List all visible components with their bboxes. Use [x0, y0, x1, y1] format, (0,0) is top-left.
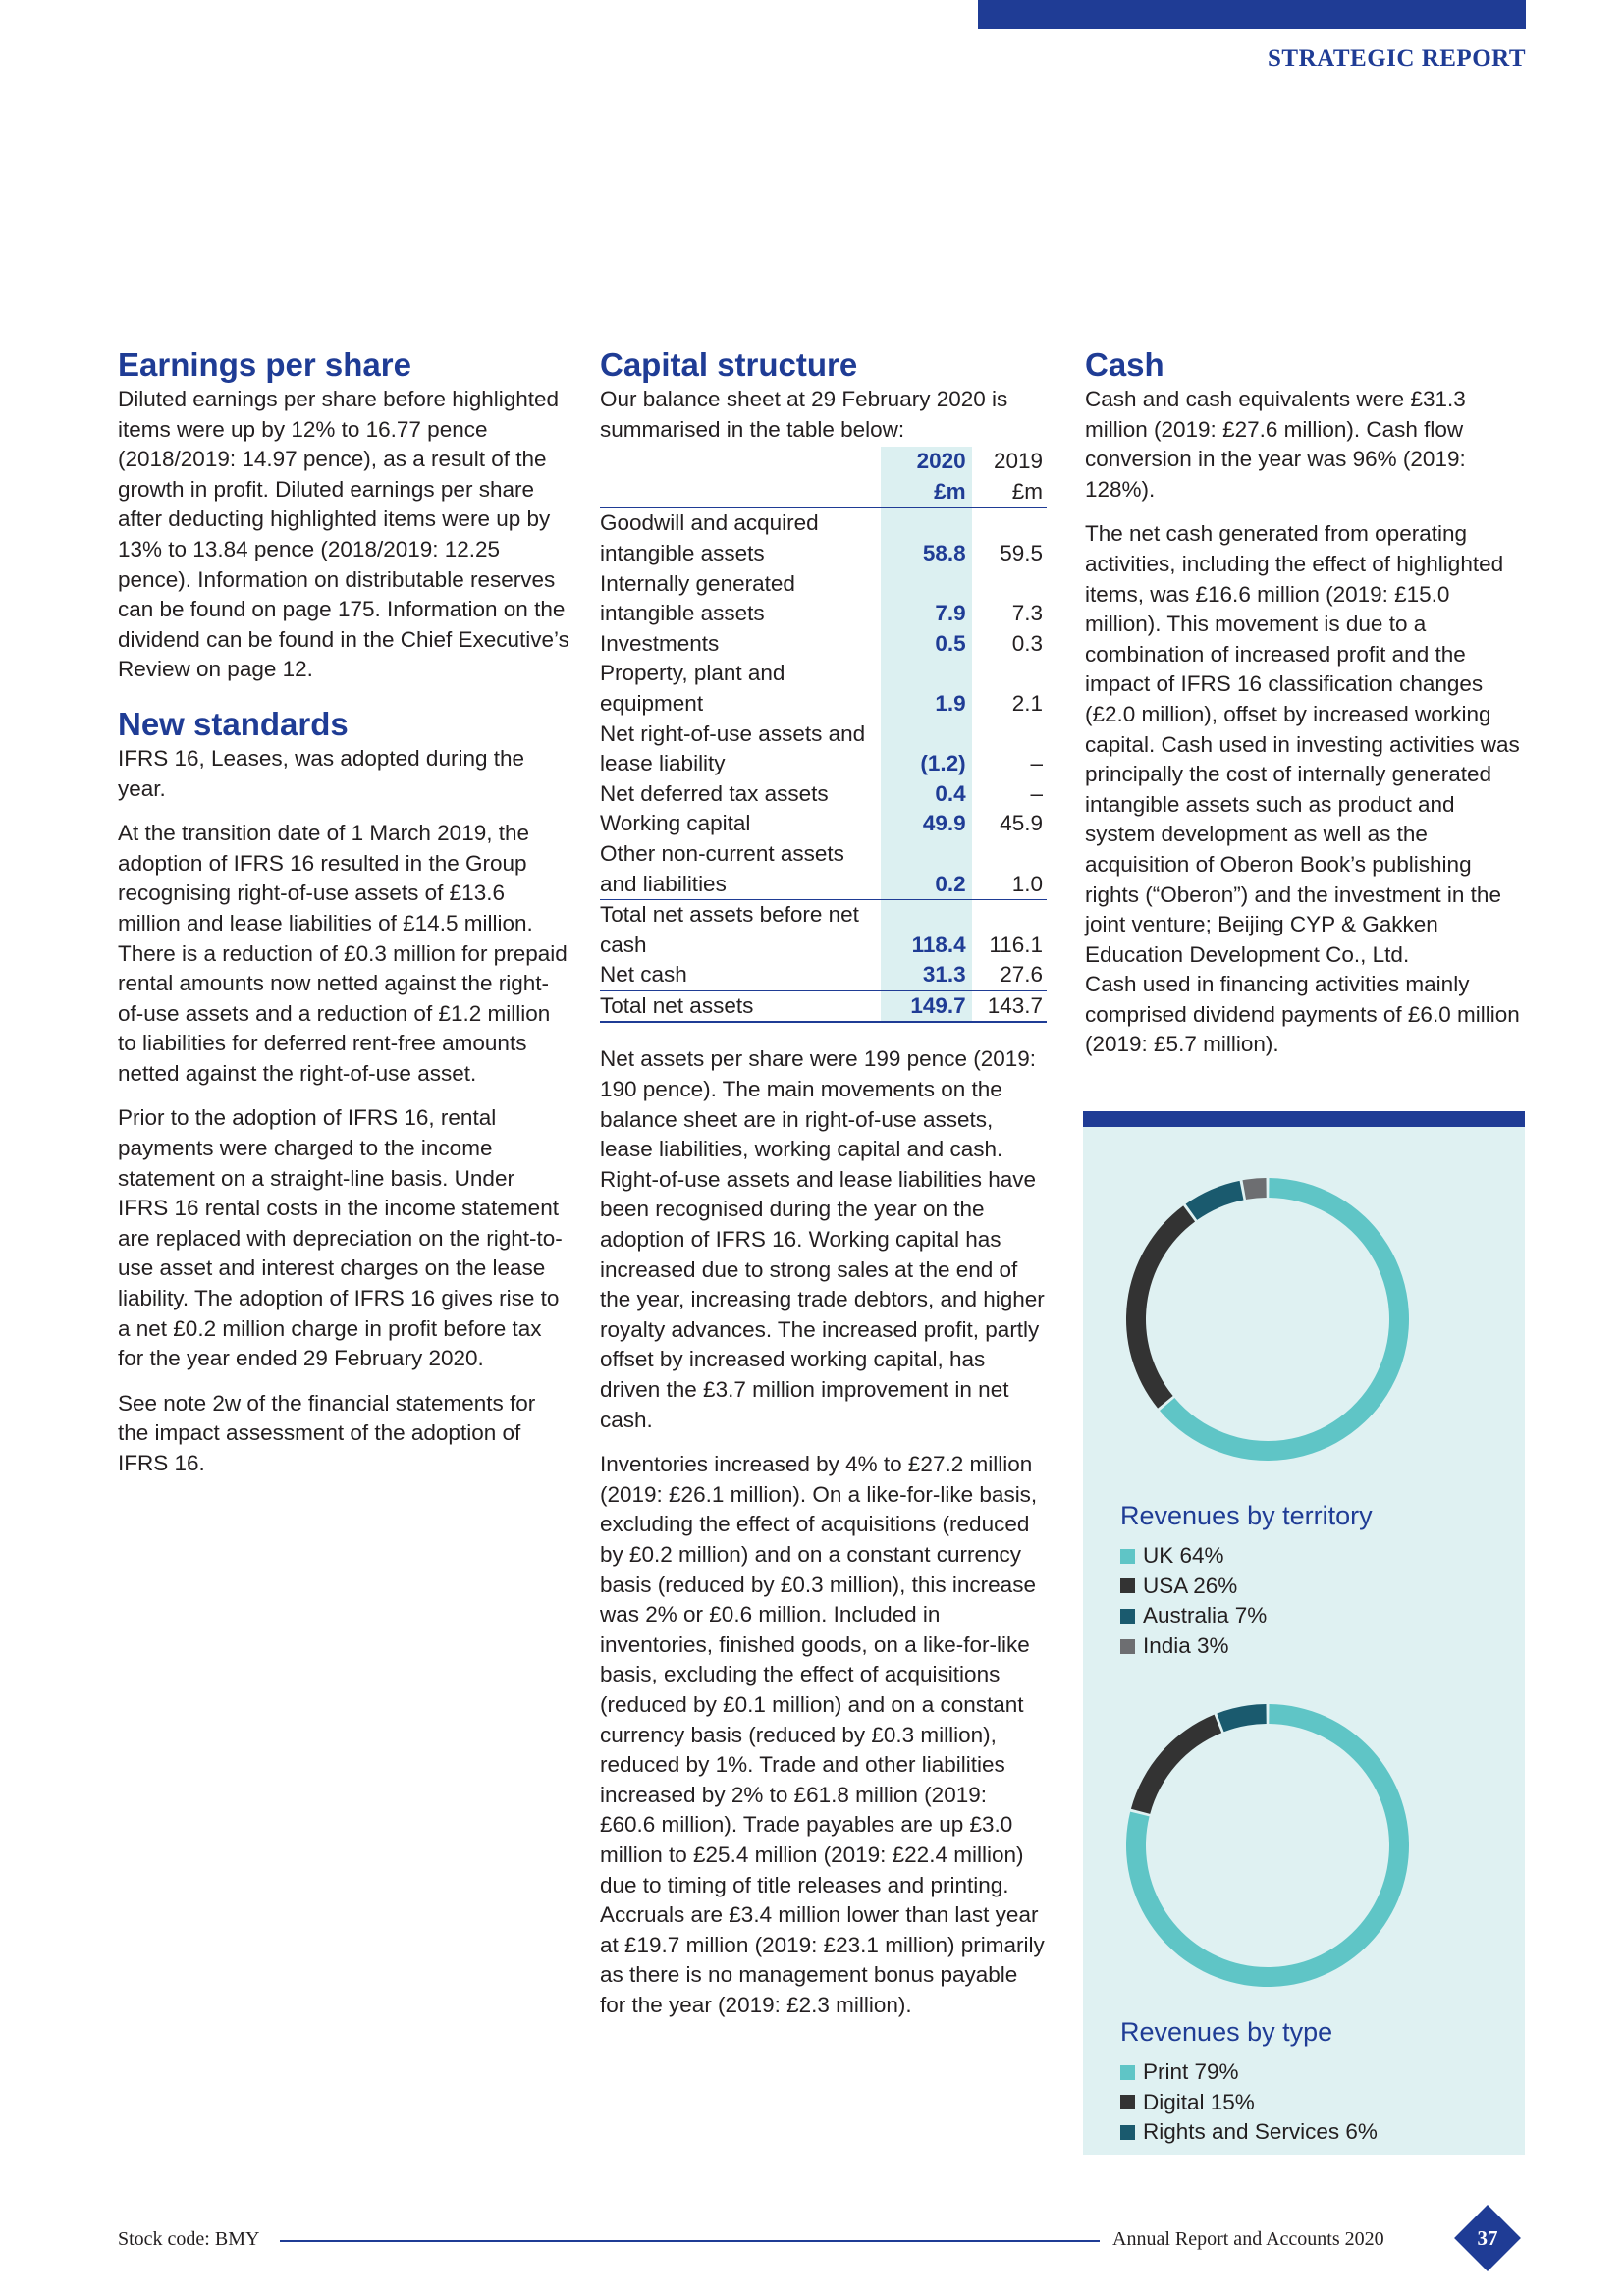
donut-slice-australia: [1186, 1181, 1244, 1220]
footer-divider: [280, 2240, 1100, 2242]
legend-label: India 3%: [1143, 1632, 1229, 1658]
table-row: Property, plant and equipment 1.9 2.1: [600, 659, 1047, 719]
legend-item: [1120, 1541, 1267, 1572]
footer-stock-code: Stock code: BMY: [118, 2228, 260, 2250]
legend-swatch: [1120, 1639, 1135, 1654]
table-row: Net right-of-use assets and lease liability (1.2) –: [600, 720, 1047, 779]
legend-swatch: [1120, 2125, 1135, 2140]
section-label: STRATEGIC REPORT: [1268, 45, 1526, 72]
donut-chart-type: [1120, 1698, 1415, 1993]
table-row: Other non-current assets and liabilities 0.2 1.0: [600, 839, 1047, 900]
legend-label: Digital 15%: [1143, 2089, 1255, 2114]
column-earnings: [118, 346, 569, 1494]
balance-sheet-table: [600, 447, 1047, 1023]
column-header-2020: 2020 £m: [881, 447, 971, 507]
heading-new-standards: New standards: [118, 705, 349, 742]
legend-label: Print 79%: [1143, 2059, 1239, 2084]
table-row-total: Total net assets 149.7 143.7: [600, 990, 1047, 1022]
table-row: Investments 0.5 0.3: [600, 629, 1047, 660]
legend-territory: [1120, 1541, 1267, 1661]
donut-chart-territory: [1120, 1172, 1415, 1467]
legend-label: Rights and Services 6%: [1143, 2119, 1378, 2145]
header-accent-bar: [978, 0, 1526, 29]
table-row: Net cash 31.3 27.6: [600, 960, 1047, 990]
legend-item: [1120, 2117, 1378, 2148]
legend-swatch: [1120, 2065, 1135, 2080]
legend-swatch: [1120, 1578, 1135, 1593]
paragraph: Cash and cash equivalents were £31.3 million (2019: £27.6 million). Cash flow conversion in the year was 96% (2019: 128%).: [1085, 387, 1466, 502]
legend-item: [1120, 2057, 1378, 2088]
paragraph: Prior to the adoption of IFRS 16, rental payments were charged to the income statement on a straight-line basis. Under IFRS 16 rental costs in the income statement are replaced with depreciation on the right-to-use asset and interest charges on the lease liability. The adoption of IFRS 16 gives rise to a net £0.2 million charge in profit before tax for the year ended 29 February 2020.: [118, 1105, 563, 1371]
paragraph: Diluted earnings per share before highlighted items were up by 12% to 16.77 pence (2018/2019: 14.97 pence), as a result of the growth in profit. Diluted earnings per share after deducting highlighted items were up by 13% to 13.84 pence (2018/2019: 12.25 pence). Information on distributable reserves can be found on page 175. Information on the dividend can be found in the Chief Executive’s Review on page 12.: [118, 387, 569, 682]
column-capital-structure: [600, 346, 1047, 2035]
chart-title-territory: Revenues by territory: [1120, 1501, 1373, 1530]
legend-label: UK 64%: [1143, 1543, 1224, 1568]
donut-slice-rights-and-services: [1217, 1704, 1266, 1732]
legend-type: [1120, 2057, 1378, 2148]
legend-item: [1120, 1601, 1267, 1631]
legend-item: [1120, 1572, 1267, 1602]
legend-swatch: [1120, 1549, 1135, 1564]
page-number: 37: [1477, 2225, 1498, 2250]
legend-label: USA 26%: [1143, 1573, 1238, 1598]
donut-slice-usa: [1126, 1205, 1195, 1408]
paragraph: The net cash generated from operating activities, including the effect of highlighted items, was £16.6 million (2019: £15.0 million). This movement is due to a combination of increased profit and the impact of IFRS 16 classification changes (£2.0 million), offset by increased working capital. Cash used in investing activities was principally the cost of internally generated intangible assets such as product and system development as well as the acquisition of Oberon Book’s publishing rights (“Oberon”) and the investment in the joint venture; Beijing CYP & Gakken Education Development Co., Ltd.: [1085, 521, 1520, 967]
paragraph: Our balance sheet at 29 February 2020 is summarised in the table below:: [600, 387, 1008, 442]
heading-capital-structure: Capital structure: [600, 347, 858, 383]
legend-item: [1120, 2088, 1378, 2118]
table-row: Working capital 49.9 45.9: [600, 809, 1047, 839]
column-header-2019: 2019 £m: [993, 449, 1043, 504]
revenue-charts-panel: [1083, 1111, 1525, 2155]
donut-slice-digital: [1131, 1715, 1221, 1814]
donut-slice-uk: [1160, 1178, 1409, 1461]
table-row: Goodwill and acquired intangible assets 58.8 59.5: [600, 507, 1047, 568]
legend-swatch: [1120, 2095, 1135, 2109]
paragraph: Cash used in financing activities mainly comprised dividend payments of £6.0 million (2019: £5.7 million).: [1085, 972, 1520, 1057]
table-row-subtotal: Total net assets before net cash 118.4 116.1: [600, 900, 1047, 961]
column-cash: [1085, 346, 1527, 1075]
heading-cash: Cash: [1085, 347, 1164, 383]
table-row: Internally generated intangible assets 7.9 7.3: [600, 569, 1047, 629]
table-header-row: [600, 447, 1047, 507]
paragraph: IFRS 16, Leases, was adopted during the year.: [118, 745, 525, 801]
chart-title-type: Revenues by type: [1120, 2017, 1333, 2047]
legend-item: [1120, 1631, 1267, 1662]
paragraph: See note 2w of the financial statements for the impact assessment of the adoption of IFRS 16.: [118, 1390, 536, 1475]
paragraph: Net assets per share were 199 pence (2019: 190 pence). The main movements on the balance sheet are in right-of-use assets, lease liabilities, working capital and cash. Right-of-use assets and lease liabilities have been recognised during the year on the adoption of IFRS 16. Working capital has increased due to strong sales at the end of the year, increasing trade debtors, and higher royalty advances. The increased profit, partly offset by increased working capital, has driven the £3.7 million improvement in net cash.: [600, 1046, 1045, 1432]
donut-slice-india: [1242, 1178, 1266, 1200]
footer-report-title: Annual Report and Accounts 2020: [1112, 2228, 1384, 2250]
heading-earnings-per-share: Earnings per share: [118, 347, 411, 383]
paragraph: Inventories increased by 4% to £27.2 million (2019: £26.1 million). On a like-for-like basis, excluding the effect of acquisitions (reduced by £0.2 million) and on a constant currency basis (reduced by £0.3 million), this increase was 2% or £0.6 million. Included in inventories, finished goods, on a like-for-like basis, excluding the effect of acquisitions (reduced by £0.1 million) and on a constant currency basis (reduced by £0.3 million), reduced by 1%. Trade and other liabilities increased by 2% to £61.8 million (2019: £60.6 million). Trade payables are up £3.0 million to £25.4 million (2019: £22.4 million) due to timing of title releases and printing. Accruals are £3.4 million lower than last year at £19.7 million (2019: £23.1 million) primarily as there is no management bonus payable for the year (2019: £2.3 million).: [600, 1452, 1045, 2017]
table-row: Net deferred tax assets 0.4 –: [600, 779, 1047, 810]
legend-label: Australia 7%: [1143, 1603, 1268, 1629]
paragraph: At the transition date of 1 March 2019, the adoption of IFRS 16 resulted in the Group recognising right-of-use assets of £13.6 million and lease liabilities of £14.5 million. There is a reduction of £0.3 million for prepaid rental amounts now netted against the right-of-use assets and a reduction of £1.2 million to liabilities for deferred rent-free amounts netted against the right-of-use asset.: [118, 821, 568, 1086]
legend-swatch: [1120, 1609, 1135, 1624]
